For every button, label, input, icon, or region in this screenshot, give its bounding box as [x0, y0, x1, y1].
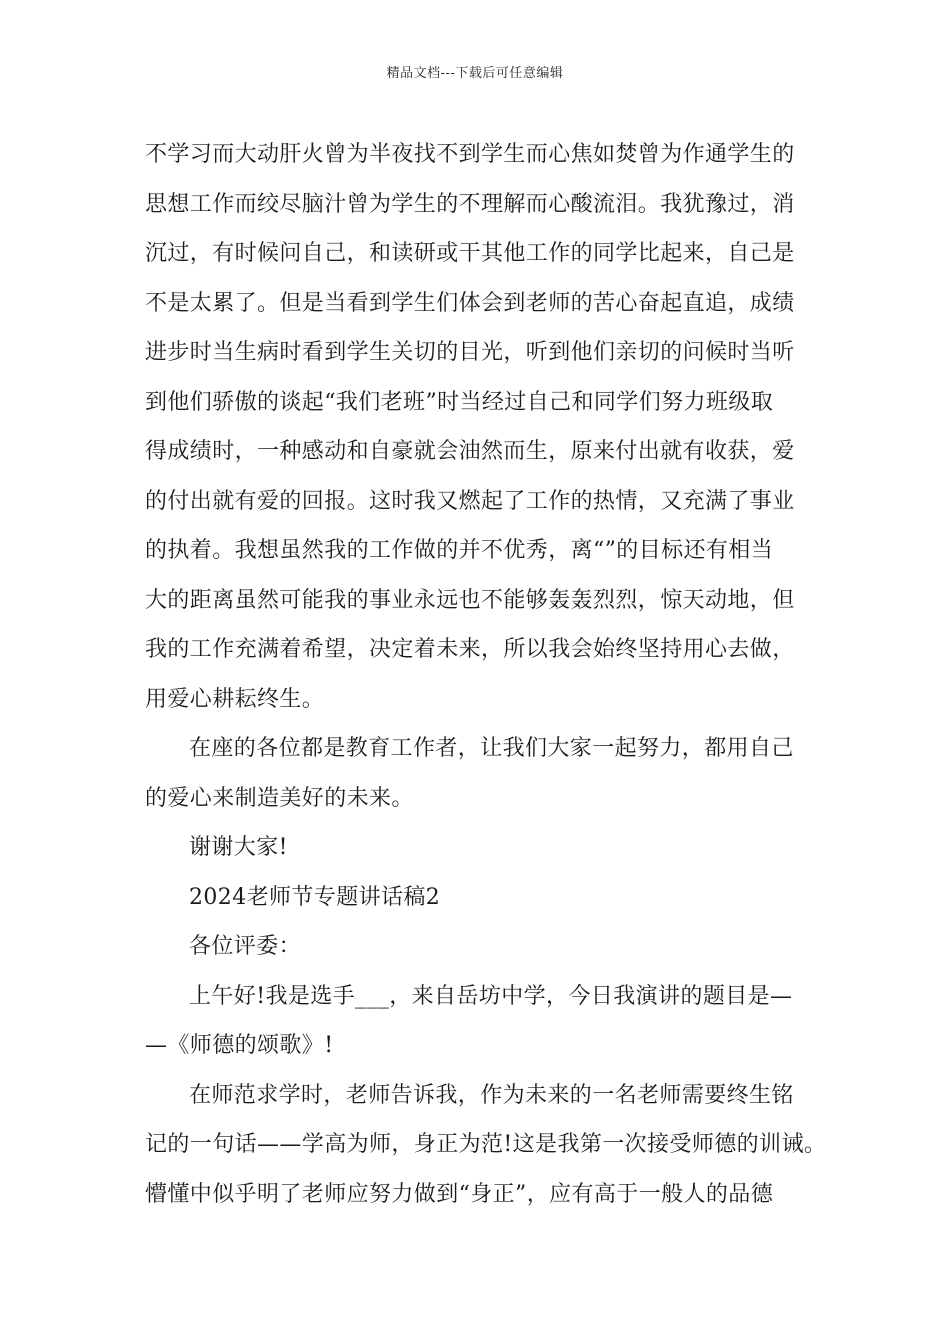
text-line: 的爱心来制造美好的未来。	[145, 785, 414, 811]
paragraph-start-line: 在师范求学时，老师告诉我，作为未来的一名老师需要终生铭	[189, 1082, 794, 1108]
text-line: 用爱心耕耘终生。	[145, 686, 325, 712]
text-line: 到他们骄傲的谈起“我们老班”时当经过自己和同学们努力班级取	[145, 389, 774, 415]
salutation: 各位评委：	[189, 934, 302, 959]
paragraph-start-line: 上午好!我是选手___，来自岳坊中学，今日我演讲的题目是—	[189, 983, 793, 1009]
section-heading: 2024老师节专题讲话稿2	[189, 884, 441, 910]
text-line: 不是太累了。但是当看到学生们体会到老师的苦心奋起直追，成绩	[145, 290, 795, 316]
text-line: 大的距离虽然可能我的事业永远也不能够轰轰烈烈，惊天动地，但	[145, 587, 795, 613]
text-line: 不学习而大动肝火曾为半夜找不到学生而心焦如焚曾为作通学生的	[145, 142, 795, 167]
document-body	[145, 130, 825, 1219]
text-line: 思想工作而绞尽脑汁曾为学生的不理解而心酸流泪。我犹豫过，消	[145, 191, 795, 217]
text-line: 的付出就有爱的回报。这时我又燃起了工作的热情，又充满了事业	[145, 488, 795, 514]
text-line: 得成绩时，一种感动和自豪就会油然而生，原来付出就有收获，爱	[145, 439, 795, 464]
paragraph-start-line: 在座的各位都是教育工作者，让我们大家一起努力，都用自己	[189, 736, 794, 761]
closing-thanks: 谢谢大家!	[189, 835, 288, 860]
text-line: 懵懂中似乎明了老师应努力做到“身正”，应有高于一般人的品德	[145, 1181, 774, 1207]
text-line: —《师德的颂歌》!	[145, 1033, 334, 1058]
text-line: 记的一句话——学高为师，身正为范!这是我第一次接受师德的训诫。	[145, 1132, 827, 1157]
text-line: 进步时当生病时看到学生关切的目光，听到他们亲切的问候时当听	[145, 340, 795, 365]
text-line: 的执着。我想虽然我的工作做的并不优秀，离“”的目标还有相当	[145, 538, 774, 563]
text-line: 我的工作充满着希望，决定着未来，所以我会始终坚持用心去做，	[145, 637, 795, 662]
page-header: 精品文档---下载后可任意编辑	[386, 66, 564, 81]
text-line: 沉过，有时候问自己，和读研或干其他工作的同学比起来，自己是	[145, 241, 795, 266]
